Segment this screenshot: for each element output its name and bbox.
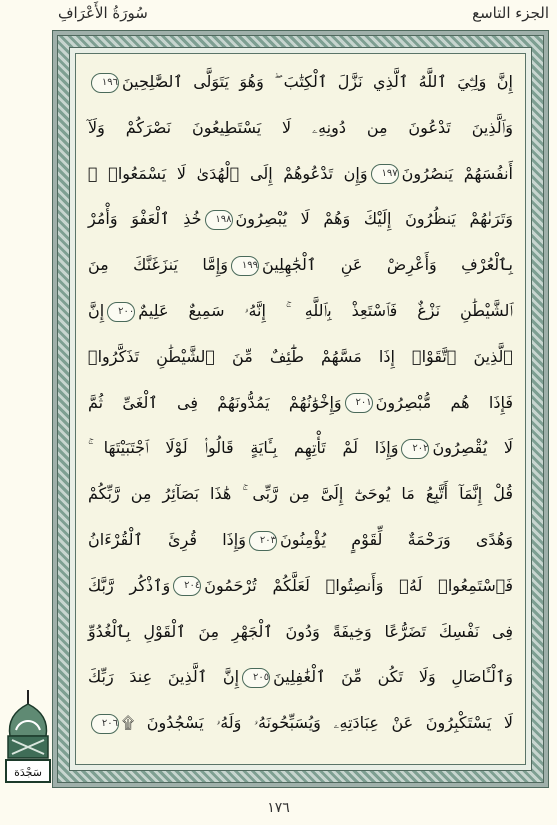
ayah-number: ١٩٧ [371,164,399,184]
verse-line [88,114,513,142]
verse-text-continued: وَإِمَّا يَنزَغَنَّكَ مِنَ [88,255,229,275]
ayah-number: ٢٠٢ [401,439,429,459]
ayah-number: ٢٠٥ [242,668,270,688]
verse-text: لَا يُقْصِرُونَ [432,438,514,458]
verse-line [88,618,513,646]
verse-text: لَا يَسْتَكْبِرُونَ عَنْ عِبَادَتِهِۦ وَيُسَبِّحُونَهُۥ وَلَهُۥ يَسْجُدُونَ ۩ [122,713,513,733]
verse-line [88,251,513,279]
ayah-number: ٢٠٠ [107,302,135,322]
verse-line [88,480,513,508]
verse-text: وَهُدًى وَرَحْمَةٌ لِّقَوْمٍ يُؤْمِنُونَ [279,530,513,549]
verse-text-continued: إِنَّ ٱلَّذِينَ عِندَ رَبِّكَ [88,667,240,687]
verse-line [88,68,513,96]
verse-line [88,663,513,691]
verse-text: ٱلشَّيْطَٰنِ نَزْغٌ فَٱسْتَعِذْ بِٱللَّهِ ۚ إِنَّهُۥ سَمِيعٌ عَلِيمٌ [138,301,513,320]
verse-line [88,526,513,554]
ayah-number: ٢٠٤ [173,576,201,596]
verse-lines [88,68,513,750]
verse-line [88,572,513,600]
verse-line [88,343,513,371]
verse-text-continued: إِنَّ [88,301,105,320]
verse-text-continued: وَإِخْوَٰنُهُمْ يَمُدُّونَهُمْ فِى ٱلْغَىِّ ثُمَّ [88,392,342,412]
verse-line [88,297,513,325]
verse-text: أَنفُسَهُمْ يَنصُرُونَ [401,163,513,183]
verse-line [88,709,513,737]
juz-name: الجزء التاسع [472,4,549,22]
surah-name: سُورَةُ الأَعْرَافِ [58,4,148,22]
ayah-number: ٢٠١ [345,393,373,413]
text-area [75,53,526,765]
verse-text: وَتَرَىٰهُمْ يَنظُرُونَ إِلَيْكَ وَهُمْ لَا يُبْصِرُونَ [235,209,514,229]
verse-text: ٱلَّذِينَ ٱتَّقَوْا۟ إِذَا مَسَّهُمْ طَٰٓئِفٌ مِّنَ ٱلشَّيْطَٰنِ تَذَكَّرُوا۟ [88,346,513,366]
sajda-marker [2,690,54,788]
page-number: ١٧٦ [267,800,290,816]
verse-line [88,205,513,233]
verse-text: وَٱلَّذِينَ تَدْعُونَ مِن دُونِهِۦ لَا يَسْتَطِيعُونَ نَصْرَكُمْ وَلَآ [88,117,513,137]
verse-text-continued: خُذِ ٱلْعَفْوَ وَأْمُرْ [88,209,202,229]
ayah-number: ١٩٨ [205,210,233,230]
verse-line [88,160,513,188]
verse-text: إِنَّ وَلِـِّۧيَ ٱللَّهُ ٱلَّذِي نَزَّلَ ٱلْكِتَٰبَ ۖ وَهُوَ يَتَوَلَّى ٱلصَّٰلِحِينَ [122,72,513,91]
verse-text: فِى نَفْسِكَ تَضَرُّعًا وَخِيفَةً وَدُونَ ٱلْجَهْرِ مِنَ ٱلْقَوْلِ بِٱلْغُدُوِّ [88,621,513,641]
verse-text-continued: وَٱذْكُر رَّبَّكَ [88,575,171,595]
verse-line [88,434,513,462]
verse-text-continued: وَإِذَا لَمْ تَأْتِهِم بِـَٔايَةٍ قَالُوا۟ لَوْلَا ٱجْتَبَيْتَهَا ۚ [88,438,399,458]
ayah-number: ٢٠٣ [249,531,277,551]
ayah-number: ١٩٩ [231,256,259,276]
verse-text: فَإِذَا هُم مُّبْصِرُونَ [375,392,513,412]
sajda-label: سَجْدَة [14,766,42,779]
verse-text-continued: وَإِن تَدْعُوهُمْ إِلَى ٱلْهُدَىٰ لَا يَسْمَعُوا۟ ۖ [88,163,368,183]
page-frame [52,30,549,788]
verse-line [88,389,513,417]
ayah-number: ١٩٦ [91,73,119,93]
verse-text: وَٱلْـَٔاصَالِ وَلَا تَكُن مِّنَ ٱلْغَٰفِلِينَ [273,667,514,687]
verse-text: فَٱسْتَمِعُوا۟ لَهُۥ وَأَنصِتُوا۟ لَعَلَّكُمْ تُرْحَمُونَ [204,575,513,595]
verse-text: بِٱلْعُرْفِ وَأَعْرِضْ عَنِ ٱلْجَٰهِلِينَ [262,255,514,275]
verse-text-continued: وَإِذَا قُرِئَ ٱلْقُرْءَانُ [88,530,246,549]
ayah-number: ٢٠٦ [91,714,119,734]
verse-text: قُلْ إِنَّمَآ أَتَّبِعُ مَا يُوحَىٰٓ إِلَىَّ مِن رَّبِّى ۚ هَٰذَا بَصَآئِرُ مِن رَّبِّكُمْ [88,484,513,504]
